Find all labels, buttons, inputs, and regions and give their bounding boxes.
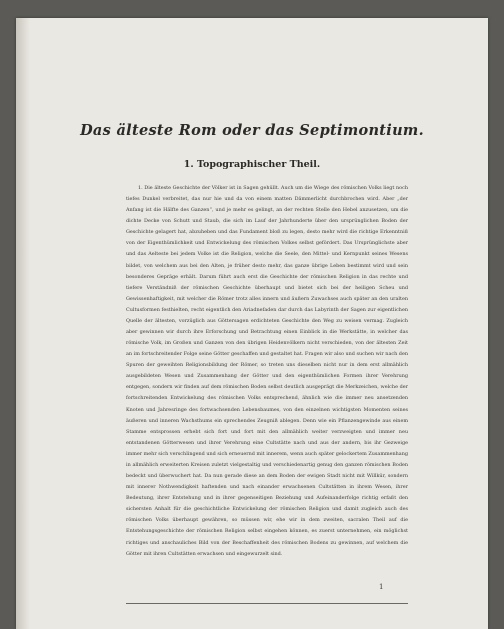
page-number: 1 bbox=[379, 583, 384, 591]
page-gutter bbox=[16, 18, 30, 629]
chapter-title: Das älteste Rom oder das Septimontium. bbox=[80, 122, 424, 139]
footer-rule bbox=[126, 603, 408, 604]
body-paragraph: 1. Die älteste Geschichte der Völker ist in Sagen gehüllt. Auch um die Wiege des römischen Volks liegt noch tiefes Dunkel verbreitet, das nur hie und da von einem matten Dämmerlicht durchbrochen wird. Aber „der Anfang ist die Hälfte des Ganzen“, und je mehr es gelingt, an der rechten Stelle den Hebel anzusetzen, um die dichte Decke von Schutt und Staub, die sich im Lauf der Jahrhunderte über den ursprünglichen Boden der Geschichte gelagert hat, abzuheben und das Fundament bloß zu legen, desto mehr wird die richtige Erkenntniß von der Eigenthümlichkeit und Entwickelung des römischen Volkes selbst gefördert. Das Ursprünglichste aber und das Aelteste bei jedem Volke ist die Religion, welche die Seele, den Mittel- und Kernpunkt seines Wesens bildet, von welchem aus bei den Alten, je früher desto mehr, das ganze übrige Leben bestimmt wird und sein besonderes Gepräge erhält. Darum führt auch erst die Geschichte der römischen Religion in das rechte und tiefere Verständniß der römischen Geschichte überhaupt und bietet sich bei der heiligen Scheu und Gewissenhaftigkeit, mit welcher die Römer trotz alles innern und äußern Zuwachses auch später an den uralten Cultusformen festhielten, recht eigentlich den Ariadnefaden dar durch das Labyrinth der Sagen zur eigentlichen Quelle der ältesten, vorzüglich aus Göttersagen erdichteten Geschichte den Weg zu weisen vermag. Zugleich aber gewinnen wir durch ihre Erforschung und Betrachtung einen Einblick in die Werkstätte, in welcher das römische Volk, im Großen und Ganzen von den übrigen Heidenvölkern nicht verschieden, von der ältesten Zeit an im fortschreitender Folge seine Götter geschaffen und gestaltet hat. Fragen wir also und suchen wir nach den Spuren der geweihten Religionsbildung der Römer, so treten uns dieselben nicht nur in dem erst allmählich ausgebildeten Wesen und Zusammenhang der Götter und den eigenthümlichen Formen ihrer Verehrung entgegen, sondern wir finden auf dem römischen Boden selbst deutlich ausgeprägt die Merkzeichen, welche der fortschreitenden Entwickelung des römischen Volks entsprechend, ähnlich wie die immer neu ansetzenden Knoten und Jahresringe des fortwachsenden Lebensbaumes, von den einzelnen wichtigsten Momenten seines äußeren und inneren Wachsthums ein sprechendes Zeugniß ablegen. Denn wie ein Pflanzengewinde aus einem Stamme entsprossen erhebt sich fort und fort mit den allmählich weiter verzweigten und immer neu entstandenen Götterwesen und ihrer Verehrung eine Cultstätte nach und aus der andern, bis ihr Gezweige immer mehr sich verschlingend und sich erneuernd mit innerem, wenn auch später gelockertem Zusammenhang in allmählich erweiterten Kreisen zuletzt vielgestaltig und verschiedenartig genug den ganzen römischen Boden bedeckt und überwuchert hat. Da nun gerade diese an dem Boden der ewigen Stadt nicht mit Willkür, sondern mit innerer Nothwendigkeit haftenden und nach einander erwachsenen Cultstätten in ihrem Wesen, ihrer Bedeutung, ihrer Entstehung und in ihrer gegenseitigen Beziehung und Aufeinanderfolge richtig erfaßt den sichersten Anhalt für die geschichtliche Entwickelung der römischen Religion und damit zugleich auch des römischen Volks überhaupt gewähren, so müssen wir, ehe wir in dem zweiten, sacralen Theil auf die Entstehungsgeschichte der römischen Religion selbst eingehen können, es zuerst unternehmen, ein möglichst richtiges und anschauliches Bild von der Beschaffenheit des römischen Bodens zu gewinnen, auf welchem die Götter mit ihren Cultstätten erwachsen und eingewurzelt sind. bbox=[126, 185, 408, 557]
book-page bbox=[16, 18, 488, 629]
section-heading: 1. Topographischer Theil. bbox=[183, 159, 321, 170]
